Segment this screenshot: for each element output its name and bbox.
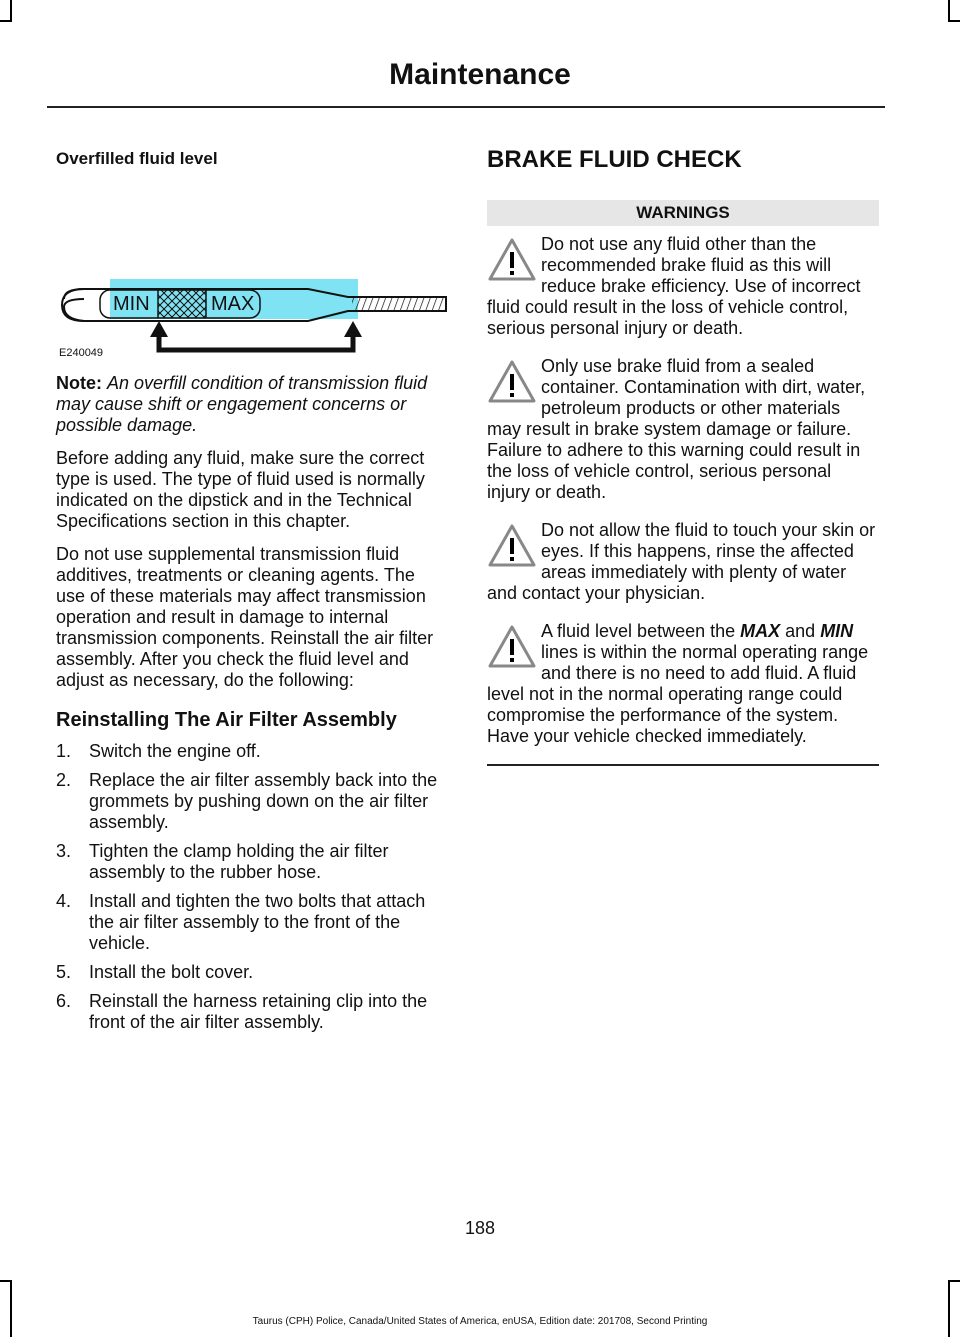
max-term: MAX [740,621,781,641]
warning-triangle-icon [487,523,537,569]
paragraph: Do not use supplemental transmission fluid additives, treatments or cleaning agents. The use of these materials may affect transmission operation and result in damage to internal transmission components. Reinstall the air filter assembly. After you check the fluid level and adjust as necessary, do the following: [56,544,434,690]
list-item [56,991,448,1033]
note-text: An overfill condition of transmission fluid may cause shift or engagement concerns or possible damage. [56,373,428,435]
list-item [56,741,448,762]
list-item [56,962,448,983]
step-number: 3. [56,841,72,861]
min-term: MIN [820,621,854,641]
figure-caption: Overfilled fluid level [56,149,218,168]
step-text: Tighten the clamp holding the air filter assembly to the rubber hose. [89,841,389,882]
crop-mark [10,1280,12,1337]
list-item [56,770,448,833]
warning-triangle-icon [487,359,537,405]
warning-block [487,621,879,747]
crop-mark [948,0,950,20]
warnings-header: WARNINGS [487,200,879,226]
warning-text-part: A fluid level between the [541,621,741,641]
page-number: 188 [464,1218,496,1238]
figure-code: E240049 [59,347,104,359]
title-divider [47,106,885,108]
warning-block [487,520,879,604]
warning-triangle-icon [487,237,537,283]
list-item [56,891,448,954]
left-column [56,140,448,1041]
list-item [56,841,448,883]
step-number: 5. [56,962,72,982]
edition-footer: Taurus (CPH) Police, Canada/United States of America, enUSA, Edition date: 201708, Second Printing [252,1316,708,1327]
step-text: Switch the engine off. [89,741,261,761]
crop-mark [948,1280,960,1282]
step-text: Reinstall the harness retaining clip into the front of the air filter assembly. [89,991,428,1032]
step-number: 6. [56,991,72,1011]
warning-text: Do not use any fluid other than the recommended brake fluid as this will reduce brake efficiency. Use of incorrect fluid could result in the loss of vehicle control, serious personal injury or death. [487,234,861,338]
crop-mark [948,1280,950,1337]
step-text: Replace the air filter assembly back into the grommets by pushing down on the air filter assembly. [89,770,438,832]
warning-text: Only use brake fluid from a sealed container. Contamination with dirt, water, petroleum products or other materials may result in brake system damage or failure. Failure to adhere to this warning could result in the loss of vehicle control, serious personal injury or death. [487,356,866,502]
section-heading: Reinstalling The Air Filter Assembly [56,709,397,731]
section-heading: BRAKE FLUID CHECK [487,146,742,173]
section-end-divider [487,764,879,766]
right-column [487,140,879,766]
warning-text: Do not allow the fluid to touch your skin or eyes. If this happens, rinse the affected areas immediately with plenty of water and contact your physician. [487,520,876,603]
min-label: MIN [113,293,150,315]
step-number: 2. [56,770,72,790]
note [56,373,448,436]
page-title: Maintenance [389,58,571,91]
steps-list [56,741,448,1033]
crop-mark [948,20,960,22]
step-text: Install the bolt cover. [89,962,254,982]
step-number: 1. [56,741,72,761]
warning-block [487,234,879,339]
max-label: MAX [211,293,255,315]
paragraph: Before adding any fluid, make sure the correct type is used. The type of fluid used is normally indicated on the dipstick and in the Technical Specifications section in this chapter. [56,448,425,531]
crop-mark [0,1280,12,1282]
dipstick-illustration [56,185,448,355]
warning-text [487,621,879,747]
warning-triangle-icon [487,624,537,670]
warning-text-part: and [780,621,821,641]
step-text: Install and tighten the two bolts that attach the air filter assembly to the front of the vehicle. [89,891,426,953]
step-number: 4. [56,891,72,911]
warning-text-part: lines is within the normal operating range and there is no need to add fluid. A fluid level not in the normal operating range could compromise the performance of the system. Have your vehicle checked immediately. [487,642,869,746]
crop-mark [0,20,12,22]
note-label: Note: [56,373,102,393]
dipstick-figure [56,185,448,355]
crop-mark [10,0,12,20]
warning-block [487,356,879,503]
